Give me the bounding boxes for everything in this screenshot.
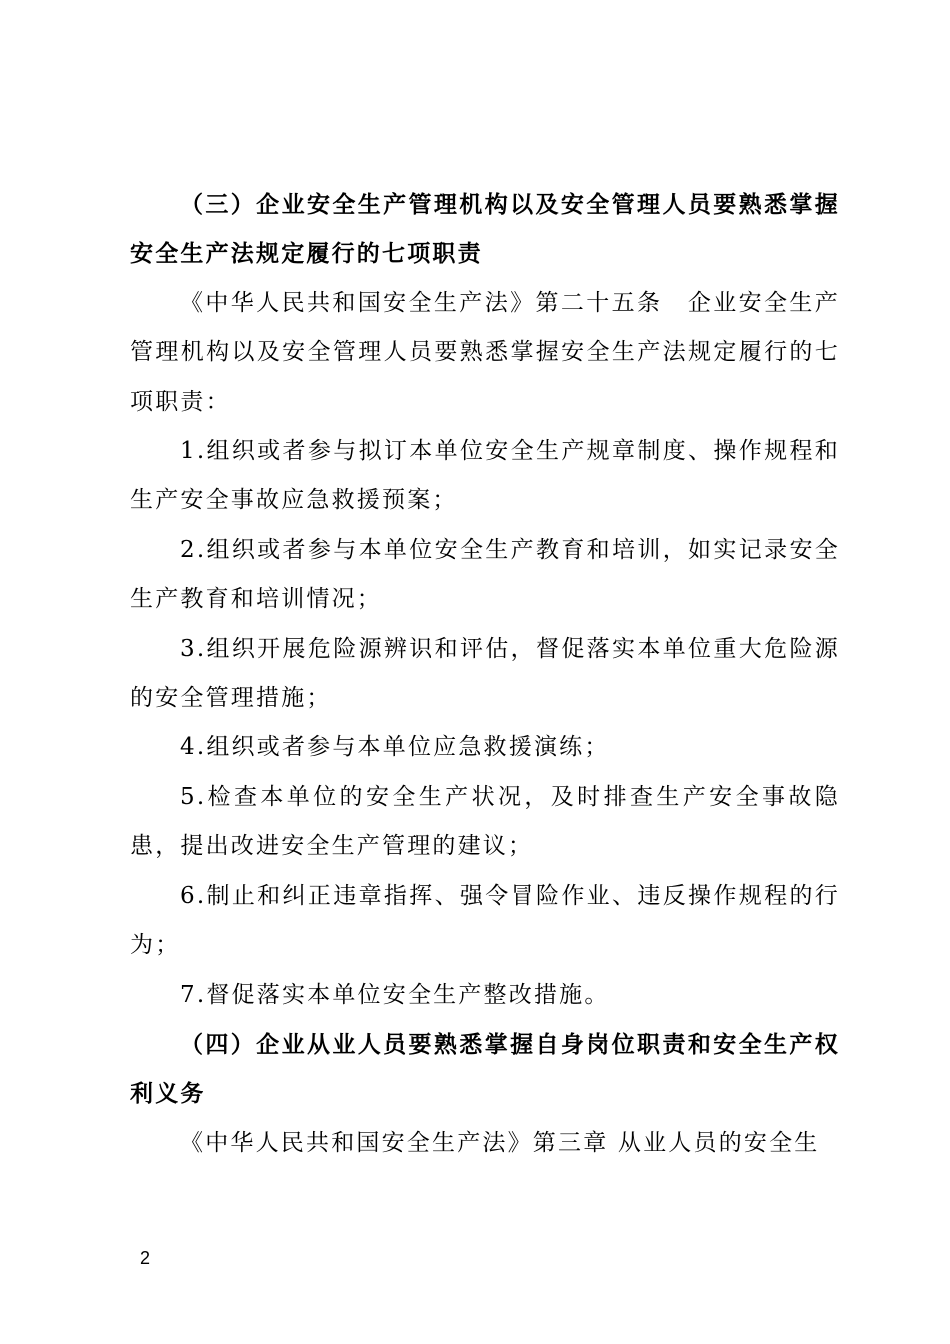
law-chapter-intro: 《中华人民共和国安全生产法》第三章 从业人员的安全生 — [180, 1129, 820, 1156]
duty-item-6: 6.制止和纠正违章指挥、强令冒险作业、违反操作规程的行为； — [130, 882, 840, 959]
page-number: 2 — [140, 1248, 151, 1268]
duty-item-3: 3.组织开展危险源辨识和评估，督促落实本单位重大危险源的安全管理措施； — [130, 635, 840, 712]
document-body — [130, 180, 840, 1168]
law-article-intro: 《中华人民共和国安全生产法》第二十五条 企业安全生产管理机构以及安全管理人员要熟悉掌握安全生产法规定履行的七项职责： — [130, 289, 840, 415]
duty-item-5: 5.检查本单位的安全生产状况，及时排查生产安全事故隐患，提出改进安全生产管理的建议； — [130, 783, 840, 860]
duty-item-1: 1.组织或者参与拟订本单位安全生产规章制度、操作规程和生产安全事故应急救援预案； — [130, 438, 840, 514]
section-heading-4: （四）企业从业人员要熟悉掌握自身岗位职责和安全生产权利义务 — [130, 1030, 840, 1108]
duty-item-4: 4.组织或者参与本单位应急救援演练； — [180, 734, 610, 761]
section-heading-3: （三）企业安全生产管理机构以及安全管理人员要熟悉掌握安全生产法规定履行的七项职责 — [130, 191, 840, 268]
duty-item-7: 7.督促落实本单位安全生产整改措施。 — [180, 981, 610, 1008]
duty-item-2: 2.组织或者参与本单位安全生产教育和培训，如实记录安全生产教育和培训情况； — [130, 536, 840, 613]
